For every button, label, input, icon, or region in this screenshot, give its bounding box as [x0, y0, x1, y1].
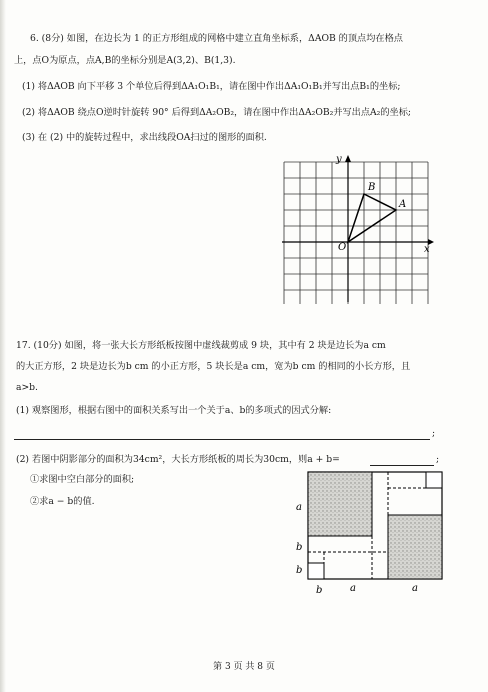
shaded-square-bottom-right — [388, 515, 442, 579]
label-b-left-upper: b — [296, 542, 303, 553]
q17-line1: 17. (10分) 如图，将一张大长方形纸板按图中虚线裁剪成 9 块，其中有 2 块是边长为a cm — [16, 340, 386, 351]
x-axis-label: x — [424, 244, 430, 255]
q6-part3: (3) 在 (2) 中的旋转过程中，求出线段OA扫过的图形的面积. — [22, 132, 267, 143]
shaded-square-top-left — [308, 472, 372, 536]
label-b-bottom: b — [316, 585, 323, 596]
q6-line2: 上，点O为原点，点A,B的坐标分别是A(3,2)、B(1,3). — [14, 55, 236, 66]
q6-line1: 6. (8分) 如图，在边长为 1 的正方形组成的网格中建立直角坐标系，ΔAOB 的顶点均在格点 — [30, 33, 403, 44]
small-square-top-right — [426, 472, 442, 488]
q17-part1: (1) 观察图形，根据右图中的面积关系写出一个关于a、b的多项式的因式分解: — [16, 405, 332, 416]
q17-figure-svg — [290, 466, 448, 606]
origin-label: O — [338, 242, 347, 253]
page-footer: 第 3 页 共 8 页 — [213, 662, 275, 672]
point-a-label: A — [399, 199, 407, 210]
q17-sub1: ①求图中空白部分的面积; — [30, 474, 135, 485]
q6-coordinate-grid-figure — [278, 152, 438, 304]
q17-line3: a>b. — [16, 382, 38, 393]
label-a-bottom-2: a — [412, 583, 418, 594]
point-b-label: B — [368, 182, 376, 193]
y-axis-arrow — [345, 155, 351, 162]
label-a-left: a — [296, 502, 302, 513]
q17-part2: (2) 若图中阴影部分的面积为34cm²，大长方形纸板的周长为30cm，则a + b= — [16, 454, 340, 465]
q6-part1: (1) 将ΔAOB 向下平移 3 个单位后得到ΔA₁O₁B₁，请在图中作出ΔA₁O₁B₁并写出点B₁的坐标; — [22, 81, 401, 92]
y-axis-label: y — [336, 154, 342, 165]
small-square-bottom-left — [308, 563, 324, 579]
triangle-aob — [348, 194, 396, 242]
q17-part1-end: ; — [432, 428, 436, 439]
label-a-bottom-1: a — [350, 583, 356, 594]
q6-part2: (2) 将ΔAOB 绕点O逆时针旋转 90° 后得到ΔA₂OB₂，请在图中作出ΔA₂OB₂并写出点A₂的坐标; — [22, 107, 412, 118]
label-b-left-lower: b — [296, 565, 303, 576]
q17-part2-end: ; — [436, 454, 440, 465]
q17-part1-answer-line[interactable] — [14, 439, 430, 440]
q17-line2: 的大正方形，2 块是边长为b cm 的小正方形，5 块长是a cm，宽为b cm 的相同的小长方形，且 — [16, 361, 411, 372]
page-edge-shadow — [0, 0, 6, 692]
q17-rectangle-figure — [290, 466, 448, 606]
q6-grid-svg — [278, 152, 438, 304]
q17-sub2: ②求a − b的值. — [30, 496, 95, 507]
